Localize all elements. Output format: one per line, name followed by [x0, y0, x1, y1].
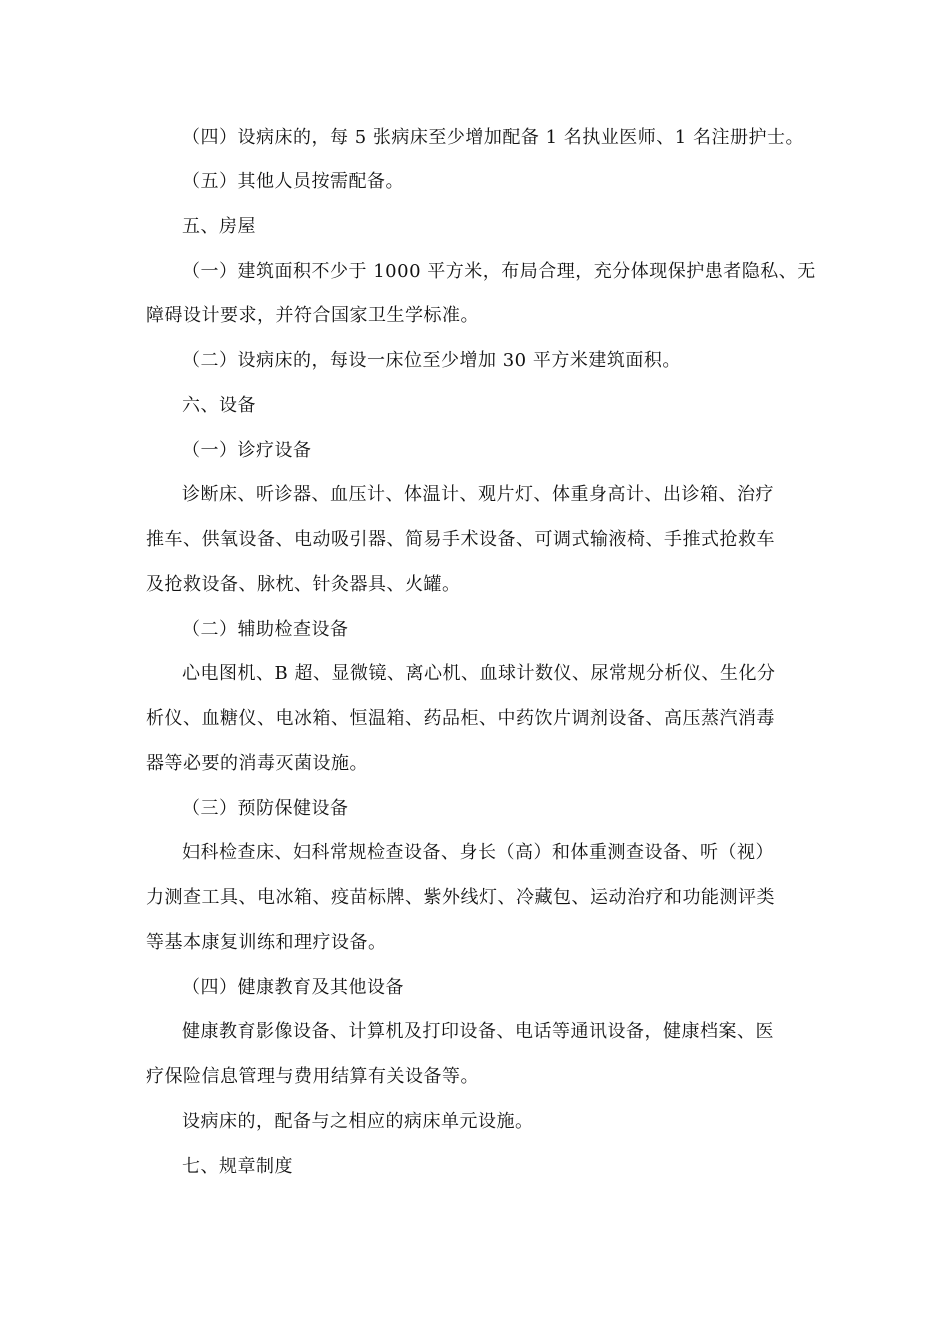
paragraph-line: 障碍设计要求，并符合国家卫生学标准。 — [146, 305, 479, 326]
subsection-heading: （一）诊疗设备 — [182, 440, 312, 461]
paragraph-line: 心电图机、B 超、显微镜、离心机、血球计数仪、尿常规分析仪、生化分 — [182, 663, 776, 684]
paragraph-line: 及抢救设备、脉枕、针灸器具、火罐。 — [146, 574, 461, 595]
paragraph-line: 设病床的，配备与之相应的病床单元设施。 — [182, 1111, 534, 1132]
subsection-heading: （四）健康教育及其他设备 — [182, 977, 404, 998]
paragraph-line: （四）设病床的，每 5 张病床至少增加配备 1 名执业医师、1 名注册护士。 — [182, 127, 804, 148]
paragraph-line: 健康教育影像设备、计算机及打印设备、电话等通讯设备，健康档案、医 — [182, 1021, 774, 1042]
section-heading: 五、房屋 — [182, 216, 256, 237]
section-heading: 七、规章制度 — [182, 1156, 293, 1177]
paragraph-line: 诊断床、听诊器、血压计、体温计、观片灯、体重身高计、出诊箱、治疗 — [182, 484, 774, 505]
paragraph-line: （五）其他人员按需配备。 — [182, 171, 404, 192]
paragraph-line: 推车、供氧设备、电动吸引器、简易手术设备、可调式输液椅、手推式抢救车 — [146, 529, 775, 550]
subsection-heading: （三）预防保健设备 — [182, 798, 349, 819]
paragraph-line: 妇科检查床、妇科常规检查设备、身长（高）和体重测查设备、听（视） — [182, 842, 774, 863]
paragraph-line: 等基本康复训练和理疗设备。 — [146, 932, 387, 953]
paragraph-line: 力测查工具、电冰箱、疫苗标牌、紫外线灯、冷藏包、运动治疗和功能测评类 — [146, 887, 775, 908]
paragraph-line: 析仪、血糖仪、电冰箱、恒温箱、药品柜、中药饮片调剂设备、高压蒸汽消毒 — [146, 708, 775, 729]
paragraph-line: （一）建筑面积不少于 1000 平方米，布局合理，充分体现保护患者隐私、无 — [182, 261, 816, 282]
paragraph-line: 器等必要的消毒灭菌设施。 — [146, 753, 368, 774]
paragraph-line: 疗保险信息管理与费用结算有关设备等。 — [146, 1066, 479, 1087]
subsection-heading: （二）辅助检查设备 — [182, 619, 349, 640]
paragraph-line: （二）设病床的，每设一床位至少增加 30 平方米建筑面积。 — [182, 350, 681, 371]
section-heading: 六、设备 — [182, 395, 256, 416]
